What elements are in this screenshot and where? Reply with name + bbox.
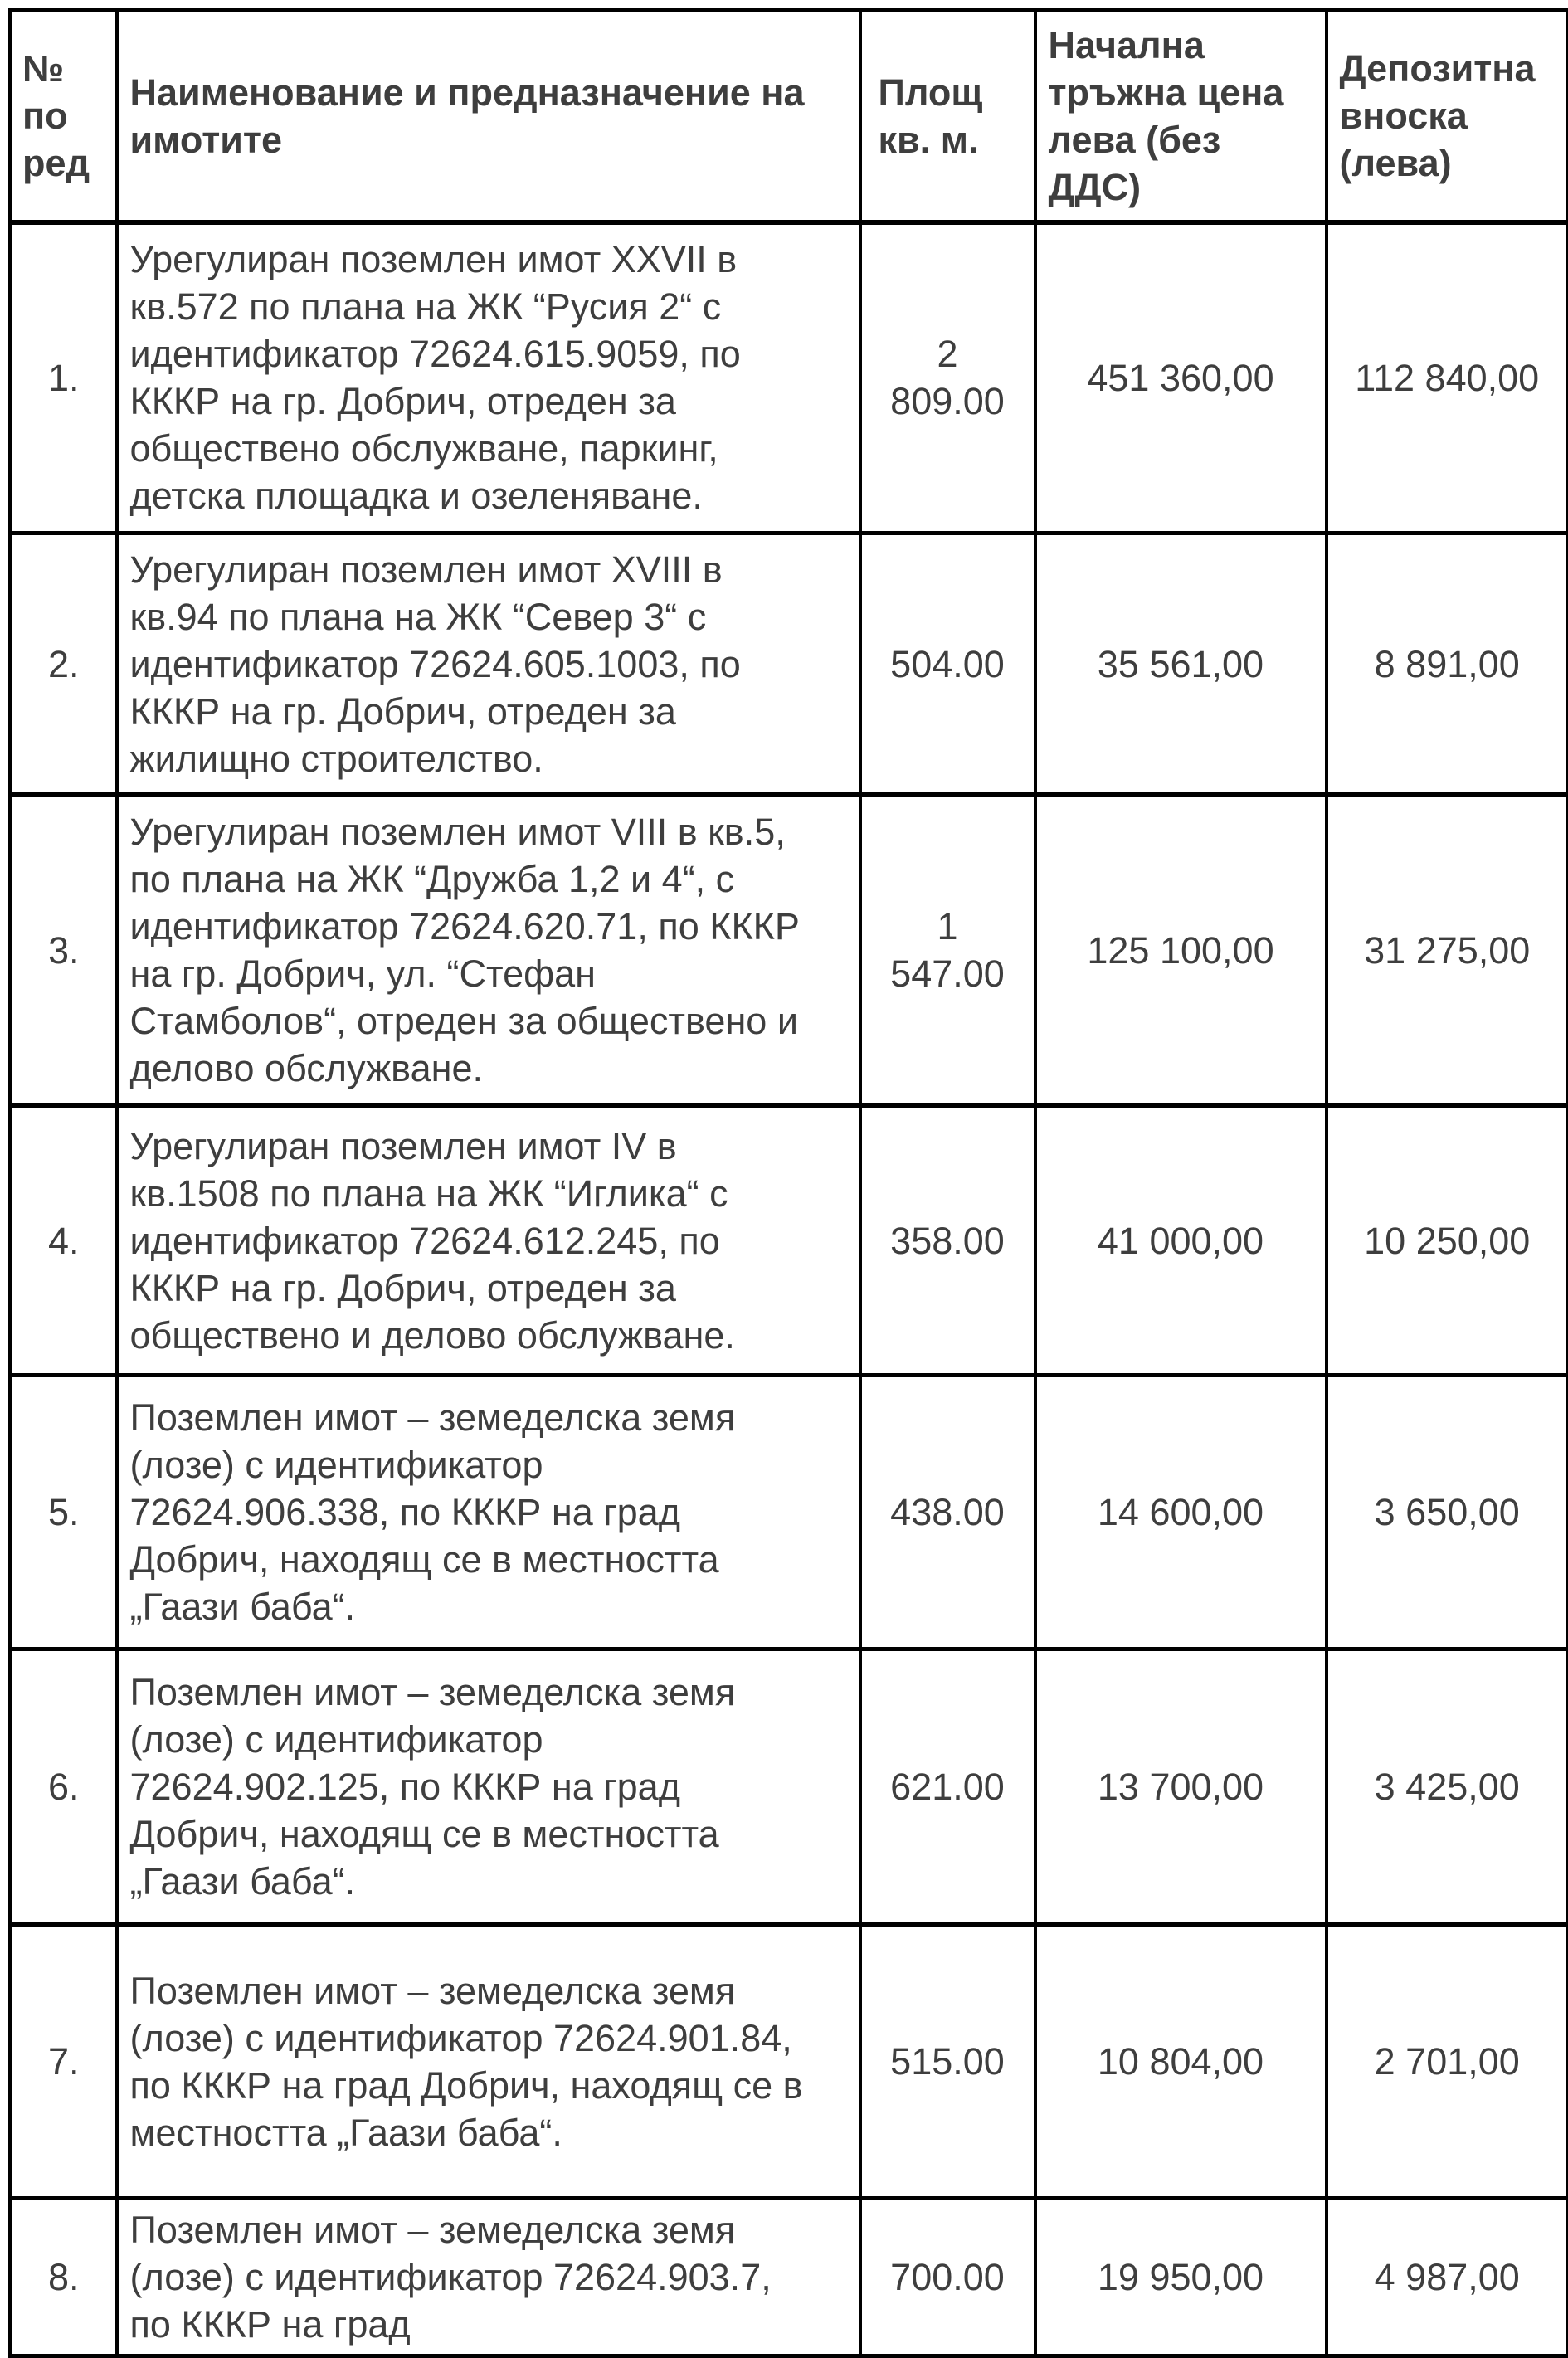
area-cell: 1 547.00 xyxy=(860,795,1035,1106)
properties-table xyxy=(8,8,1568,2358)
table-row xyxy=(11,1376,1568,1649)
price-cell: 41 000,00 xyxy=(1035,1106,1327,1376)
property-description-cell: Поземлен имот – земеделска земя (лозе) с идентификатор 72624.902.125, по КККР на град Добрич, находящ се в местността „Гаази баба“. xyxy=(117,1649,860,1925)
header-deposit: Депозитна вноска (лева) xyxy=(1327,11,1568,222)
area-cell: 700.00 xyxy=(860,2199,1035,2356)
row-number-cell: 6. xyxy=(11,1649,117,1925)
area-cell: 621.00 xyxy=(860,1649,1035,1925)
property-description-cell: Урегулиран поземлен имот XVIII в кв.94 по плана на ЖК “Север 3“ с идентификатор 72624.605.1003, по КККР на гр. Добрич, отреден за жилищно строителство. xyxy=(117,533,860,795)
deposit-cell: 112 840,00 xyxy=(1327,222,1568,533)
table-body xyxy=(11,222,1568,2356)
table-row xyxy=(11,1649,1568,1925)
deposit-cell: 3 425,00 xyxy=(1327,1649,1568,1925)
table-header xyxy=(11,11,1568,222)
deposit-cell: 4 987,00 xyxy=(1327,2199,1568,2356)
row-number-cell: 2. xyxy=(11,533,117,795)
row-number-cell: 8. xyxy=(11,2199,117,2356)
price-cell: 10 804,00 xyxy=(1035,1925,1327,2199)
row-number-cell: 1. xyxy=(11,222,117,533)
row-number-cell: 7. xyxy=(11,1925,117,2199)
price-cell: 13 700,00 xyxy=(1035,1649,1327,1925)
header-row-number: № по ред xyxy=(11,11,117,222)
header-row xyxy=(11,11,1568,222)
row-number-cell: 4. xyxy=(11,1106,117,1376)
table-row xyxy=(11,795,1568,1106)
property-description-cell: Поземлен имот – земеделска земя (лозе) с идентификатор 72624.903.7, по КККР на град xyxy=(117,2199,860,2356)
area-cell: 438.00 xyxy=(860,1376,1035,1649)
area-cell: 515.00 xyxy=(860,1925,1035,2199)
property-description-cell: Поземлен имот – земеделска земя (лозе) с идентификатор 72624.901.84, по КККР на град Добрич, находящ се в местността „Гаази баба“. xyxy=(117,1925,860,2199)
area-cell: 358.00 xyxy=(860,1106,1035,1376)
table-row xyxy=(11,1106,1568,1376)
row-number-cell: 5. xyxy=(11,1376,117,1649)
property-description-cell: Урегулиран поземлен имот VIII в кв.5, по плана на ЖК “Дружба 1,2 и 4“, с идентификатор 72624.620.71, по КККР на гр. Добрич, ул. “Стефан Стамболов“, отреден за обществено и делово обслужване. xyxy=(117,795,860,1106)
area-cell: 2 809.00 xyxy=(860,222,1035,533)
deposit-cell: 2 701,00 xyxy=(1327,1925,1568,2199)
property-description-cell: Поземлен имот – земеделска земя (лозе) с идентификатор 72624.906.338, по КККР на град Добрич, находящ се в местността „Гаази баба“. xyxy=(117,1376,860,1649)
header-starting-price: Начална тръжна цена лева (без ДДС) xyxy=(1035,11,1327,222)
header-property-name: Наименование и предназначение на имотите xyxy=(117,11,860,222)
row-number-cell: 3. xyxy=(11,795,117,1106)
property-description-cell: Урегулиран поземлен имот IV в кв.1508 по плана на ЖК “Иглика“ с идентификатор 72624.612.245, по КККР на гр. Добрич, отреден за обществено и делово обслужване. xyxy=(117,1106,860,1376)
table-row xyxy=(11,2199,1568,2356)
table-row xyxy=(11,222,1568,533)
deposit-cell: 8 891,00 xyxy=(1327,533,1568,795)
header-area: Площ кв. м. xyxy=(860,11,1035,222)
price-cell: 19 950,00 xyxy=(1035,2199,1327,2356)
price-cell: 35 561,00 xyxy=(1035,533,1327,795)
price-cell: 14 600,00 xyxy=(1035,1376,1327,1649)
table-row xyxy=(11,1925,1568,2199)
property-description-cell: Урегулиран поземлен имот XXVII в кв.572 по плана на ЖК “Русия 2“ с идентификатор 72624.615.9059, по КККР на гр. Добрич, отреден за обществено обслужване, паркинг, детска площадка и озеленяване. xyxy=(117,222,860,533)
price-cell: 125 100,00 xyxy=(1035,795,1327,1106)
area-cell: 504.00 xyxy=(860,533,1035,795)
deposit-cell: 3 650,00 xyxy=(1327,1376,1568,1649)
deposit-cell: 10 250,00 xyxy=(1327,1106,1568,1376)
deposit-cell: 31 275,00 xyxy=(1327,795,1568,1106)
table-row xyxy=(11,533,1568,795)
price-cell: 451 360,00 xyxy=(1035,222,1327,533)
